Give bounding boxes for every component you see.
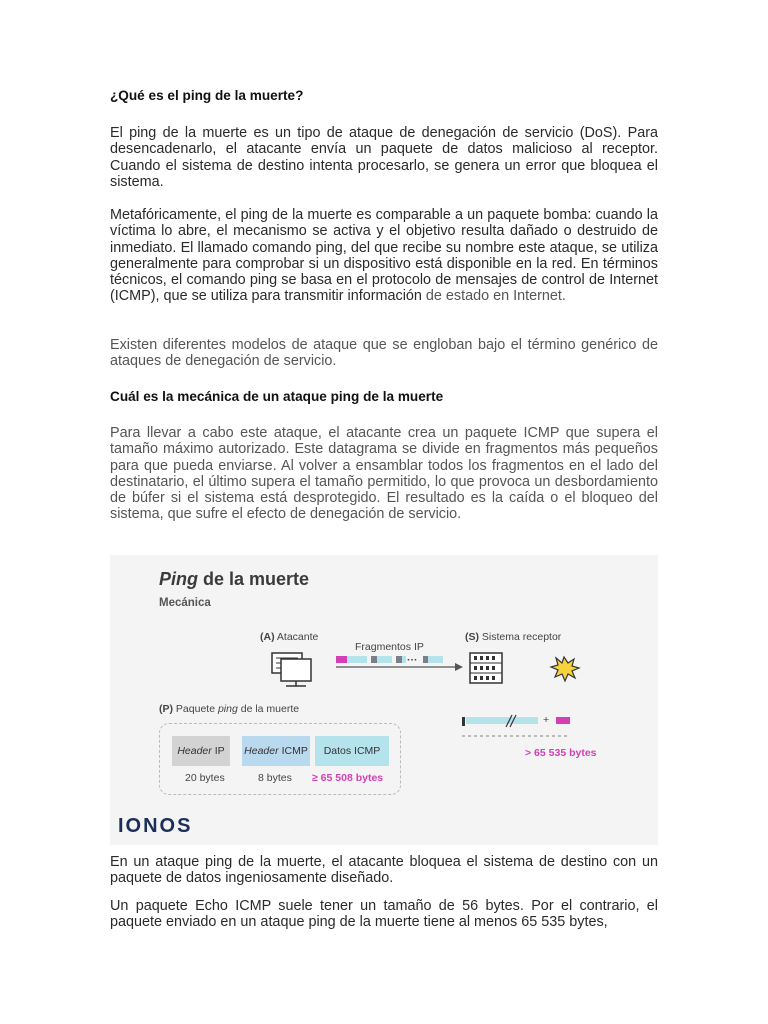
fragment-segment	[371, 656, 377, 663]
heading-what-is: ¿Qué es el ping de la muerte?	[110, 88, 304, 103]
diagram-subtitle: Mecánica	[159, 597, 211, 609]
paragraph-models: Existen diferentes modelos de ataque que se engloban bajo el término genérico de ataques de denegación de servicio.	[110, 337, 658, 370]
heading-mechanics: Cuál es la mecánica de un ataque ping de la muerte	[110, 389, 444, 404]
packet-post: de la muerte	[237, 703, 300, 715]
cell-datos-icmp-text: Datos ICMP	[323, 745, 381, 757]
packet-italic: ping	[217, 703, 238, 715]
paragraph-definition: El ping de la muerte es un tipo de ataque de denegación de servicio (DoS). Para desencadenarlo, el atacante envía un paquete de datos malicioso al receptor. Cuando el sistema de destino intenta procesarlo, se genera un error que bloquea el sistema.	[110, 125, 658, 190]
diagram-title-rest: de la muerte	[198, 569, 310, 589]
fragment-segment	[423, 656, 428, 663]
attacker-text: Atacante	[274, 631, 319, 643]
size-datos-icmp: ≥ 65 508 bytes	[312, 772, 384, 784]
plus-sign: +	[543, 714, 550, 726]
attacker-label	[260, 631, 318, 643]
ping-of-death-diagram	[110, 555, 658, 845]
fragment-segment	[396, 656, 402, 663]
paragraph-mechanics: Para llevar a cabo este ataque, el atacante crea un paquete ICMP que supera el tamaño máximo autorizado. Este datagrama se divide en fragmentos más pequeños para que pueda enviarse. Al volver a ensamblar todos los fragmentos en el lado del destinatario, el último supera el tamaño permitido, lo que provoca un desbordamiento de búfer si el sistema está desprotegido. El resultado es la caída o el bloqueo del sistema, que sufre el efecto de denegación de servicio.	[110, 425, 658, 523]
paragraph-metaphor	[110, 207, 658, 305]
diagram-title	[159, 569, 309, 590]
cell-header-icmp-text: ICMP	[281, 745, 308, 757]
explosion-icon	[551, 657, 579, 681]
packet-code: (P)	[159, 703, 173, 715]
receiver-code: (S)	[465, 631, 479, 643]
fragments-ellipsis: ···	[407, 654, 418, 666]
paragraph-metaphor-main: Metafóricamente, el ping de la muerte es comparable a un paquete bomba: cuando la víctima lo abre, el mecanismo se activa y el objetivo resulta dañado o destruido de inmediato. El llamado comando ping, del que recibe su nombre este ataque, se utiliza generalmente para comprobar si un dispositivo está disponible en la red. En términos técnicos, el comando ping se basa en el protocolo de mensajes de control de Internet (ICMP), que se utiliza para transmitir información	[110, 207, 658, 305]
fragment-segment	[347, 656, 367, 663]
fragment-segment	[336, 656, 347, 663]
attacker-code: (A)	[260, 631, 275, 643]
paragraph-attack-summary: En un ataque ping de la muerte, el atacante bloquea el sistema de destino con un paquete de datos ingeniosamente diseñado.	[110, 854, 658, 887]
ionos-logo: IONOS	[118, 815, 193, 837]
fragment-segment	[402, 656, 406, 663]
cell-header-icmp	[242, 736, 310, 766]
fragment-segment	[428, 656, 443, 663]
receiver-server-icon	[470, 653, 502, 683]
paragraph-echo-size: Un paquete Echo ICMP suele tener un tamaño de 56 bytes. Por el contrario, el paquete enviado en un ataque ping de la muerte tiene al menos 65 535 bytes,	[110, 898, 658, 931]
total-size-label: > 65 535 bytes	[525, 747, 597, 759]
size-header-icmp: 8 bytes	[258, 772, 292, 784]
reassembled-packet-bar	[462, 715, 570, 736]
paragraph-metaphor-end: de estado en Internet.	[421, 288, 566, 305]
cell-datos-icmp	[315, 736, 389, 766]
cell-header-ip	[172, 736, 230, 766]
cell-header-icmp-italic: Header	[244, 745, 279, 757]
diagram-title-italic: Ping	[159, 569, 198, 589]
packet-label	[159, 703, 299, 715]
attacker-computer-icon	[272, 653, 311, 686]
fragments-label: Fragmentos IP	[355, 641, 424, 653]
cell-header-ip-italic: Header	[177, 745, 212, 757]
fragments-arrow	[336, 663, 463, 671]
size-header-ip: 20 bytes	[185, 772, 225, 784]
ip-fragments-row	[336, 656, 443, 663]
receiver-text: Sistema receptor	[479, 631, 562, 643]
fragment-segment	[377, 656, 392, 663]
receiver-label	[465, 631, 561, 643]
cell-header-ip-text: IP	[214, 745, 225, 757]
packet-pre: Paquete	[173, 703, 218, 715]
